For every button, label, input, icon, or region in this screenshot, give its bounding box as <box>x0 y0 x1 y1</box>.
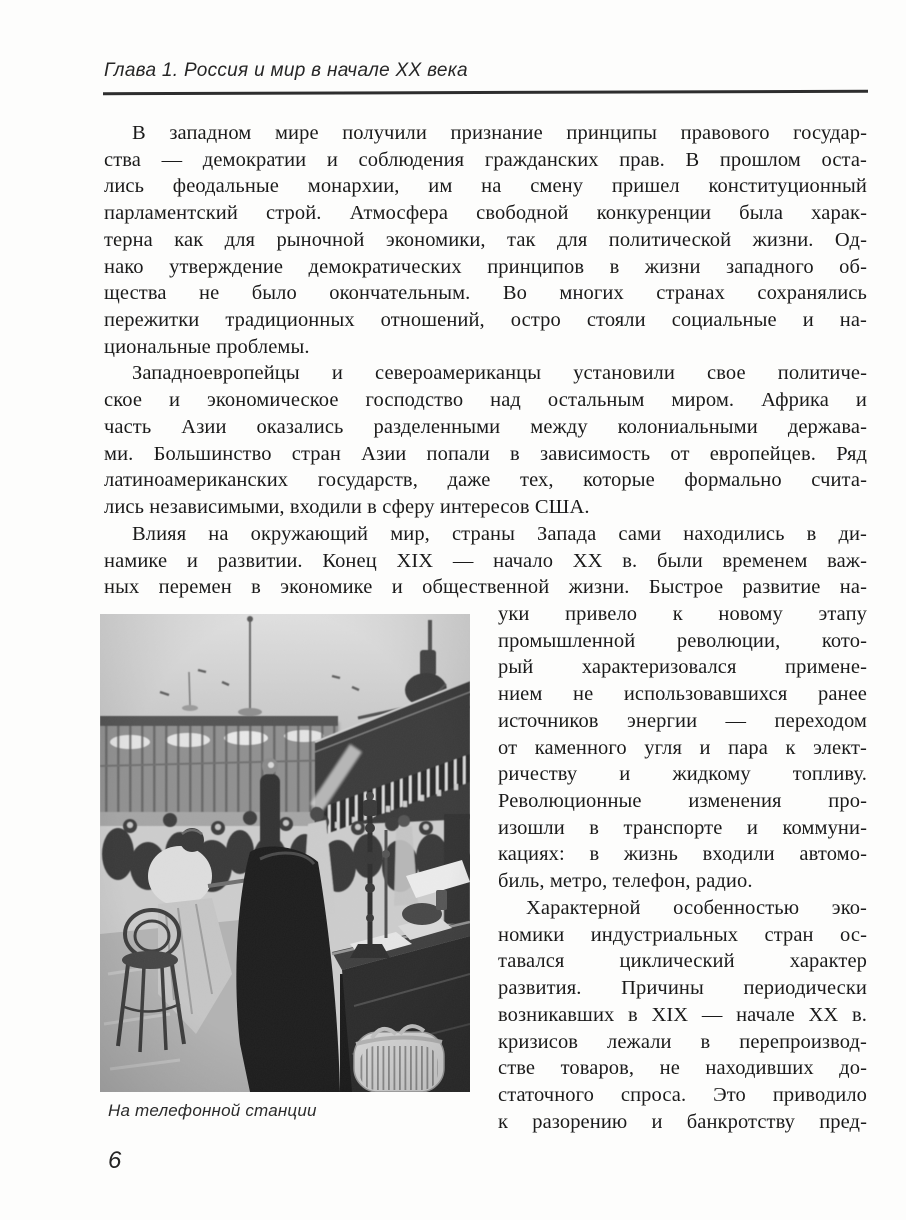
text-line: статочного спроса. Это приводило <box>498 1083 867 1106</box>
text-line: парламентский строй. Атмосфера свободной конкуренции была харак- <box>104 202 867 225</box>
text-line: ных перемен в экономике и общественной жизни. Быстрое развитие на- <box>104 576 867 599</box>
text-line: тавался циклический характер <box>498 950 867 973</box>
text-line: биль, метро, телефон, радио. <box>498 870 753 893</box>
text-line: Западноевропейцы и североамериканцы установили свое политиче- <box>132 362 867 385</box>
station-photo-figure <box>100 614 470 1092</box>
text-line: уки привело к новому этапу <box>498 603 867 625</box>
text-line: нако утверждение демократических принципов в жизни западного об- <box>104 255 867 278</box>
figure-caption: На телефонной станции <box>108 1101 317 1120</box>
text-line: нием не использовавшихся ранее <box>498 683 867 706</box>
text-line: изошли в транспорте и коммуни- <box>498 816 867 839</box>
text-line: кациях: в жизнь входили автомо- <box>498 843 867 866</box>
text-line: терна как для рыночной экономики, так для политической жизни. Од- <box>104 228 867 251</box>
telephone-station-photo <box>100 614 470 1092</box>
text-line: источников энергии — переходом <box>498 709 867 732</box>
text-line: щества не было окончательным. Во многих странах сохранялись <box>104 282 867 305</box>
text-line: часть Азии оказались разделенными между колониальными держава- <box>104 415 867 438</box>
text-line: развития. Причины периодически <box>498 977 867 1000</box>
text-line: Влияя на окружающий мир, страны Запада сами находились в ди- <box>132 522 867 545</box>
chapter-header: Глава 1. Россия и мир в начале XX века <box>104 60 468 81</box>
text-line: ричеству и жидкому топливу. <box>498 763 867 786</box>
text-line: циональные проблемы. <box>104 335 310 358</box>
text-line: к разорению и банкротству пред- <box>498 1110 867 1133</box>
text-line: рый характеризовался примене- <box>498 656 867 679</box>
page-number: 6 <box>108 1147 122 1174</box>
body-text-column <box>498 601 867 1135</box>
text-line: ское и экономическое господство над остальным миром. Африка и <box>104 389 867 412</box>
text-line: латиноамериканских государств, даже тех, которые формально счита- <box>104 469 867 492</box>
text-line: ми. Большинство стран Азии попали в зависимость от европейцев. Ряд <box>104 442 867 465</box>
text-line: возникавших в XIX — начале XX в. <box>498 1003 867 1026</box>
body-text-full <box>104 120 867 601</box>
text-line: кризисов лежали в перепроизвод- <box>498 1030 867 1053</box>
text-line: В западном мире получили признание принципы правового государ- <box>132 122 867 144</box>
text-line: от каменного угля и пара к элект- <box>498 736 867 759</box>
text-line: лись феодальные монархии, им на смену пришел конституционный <box>104 175 867 198</box>
text-line: намике и развитии. Конец XIX — начало XX в. были временем важ- <box>104 549 867 572</box>
text-line: Революционные изменения про- <box>498 790 867 813</box>
text-line: лись независимыми, входили в сферу интересов США. <box>104 496 590 519</box>
text-line: номики индустриальных стран ос- <box>498 923 867 946</box>
header-rule <box>103 90 868 95</box>
text-line: ства — демократии и соблюдения гражданских прав. В прошлом оста- <box>104 148 867 171</box>
text-line: Характерной особенностью эко- <box>526 896 867 919</box>
text-line: пережитки традиционных отношений, остро стояли социальные и на- <box>104 309 867 332</box>
text-line: промышленной революции, кото- <box>498 629 867 652</box>
text-line: стве товаров, не находивших до- <box>498 1057 867 1080</box>
